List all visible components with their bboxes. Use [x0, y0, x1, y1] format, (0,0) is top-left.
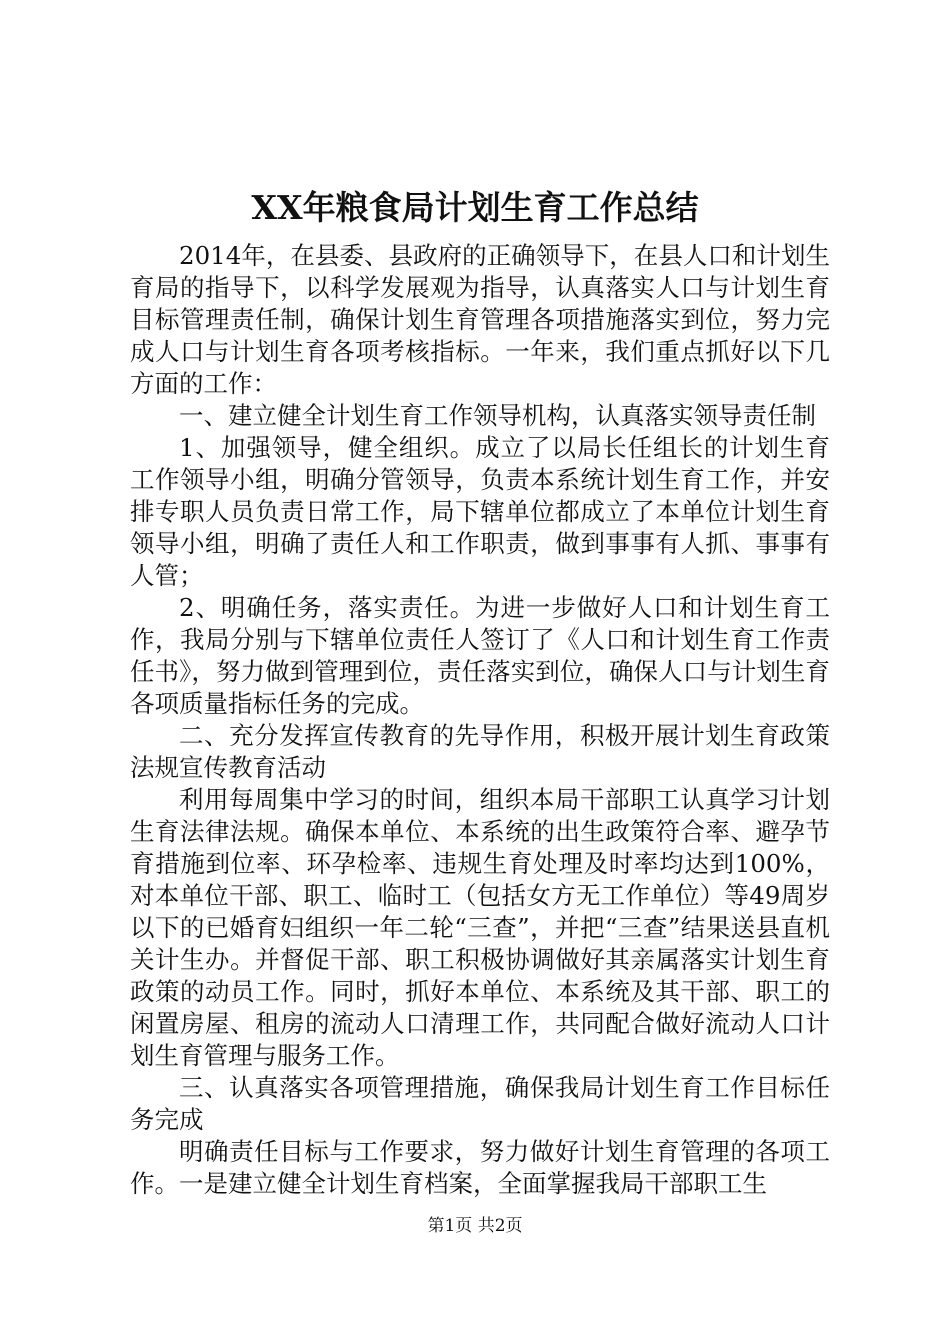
paragraph-intro: 2014年，在县委、县政府的正确领导下，在县人口和计划生育局的指导下，以科学发展观为指导，认真落实人口与计划生育目标管理责任制，确保计划生育管理各项措施落实到位，努力完成人口与计划生育各项考核指标。一年来，我们重点抓好以下几方面的工作： — [130, 241, 830, 398]
section-heading-1: 一、建立健全计划生育工作领导机构，认真落实领导责任制 — [179, 401, 816, 430]
section-heading-3: 三、认真落实各项管理措施，确保我局计划生育工作目标任务完成 — [130, 1073, 830, 1134]
section-heading-2: 二、充分发挥宣传教育的先导作用，积极开展计划生育政策法规宣传教育活动 — [130, 721, 830, 782]
document-body — [130, 240, 830, 1200]
paragraph-section-3: 明确责任目标与工作要求，努力做好计划生育管理的各项工作。一是建立健全计划生育档案，全面掌握我局干部职工生 — [130, 1137, 830, 1198]
document-title: XX年粮食局计划生育工作总结 — [251, 188, 699, 227]
paragraph-item-2: 2、明确任务，落实责任。为进一步做好人口和计划生育工作，我局分别与下辖单位责任人签订了《人口和计划生育工作责任书》，努力做到管理到位，责任落实到位，确保人口与计划生育各项质量指标任务的完成。 — [130, 593, 830, 718]
paragraph-section-2: 利用每周集中学习的时间，组织本局干部职工认真学习计划生育法律法规。确保本单位、本系统的出生政策符合率、避孕节育措施到位率、环孕检率、违规生育处理及时率均达到100%，对本单位干部、职工、临时工（包括女方无工作单位）等49周岁以下的已婚育妇组织一年二轮“三查”，并把“三查”结果送县直机关计生办。并督促干部、职工积极协调做好其亲属落实计划生育政策的动员工作。同时，抓好本单位、本系统及其干部、职工的闲置房屋、租房的流动人口清理工作，共同配合做好流动人口计划生育管理与服务工作。 — [130, 785, 830, 1070]
paragraph-item-1: 1、加强领导，健全组织。成立了以局长任组长的计划生育工作领导小组，明确分管领导，负责本系统计划生育工作，并安排专职人员负责日常工作，局下辖单位都成立了本单位计划生育领导小组，明确了责任人和工作职责，做到事事有人抓、事事有人管； — [130, 433, 830, 590]
page-footer: 第1页 共2页 — [427, 1216, 523, 1236]
